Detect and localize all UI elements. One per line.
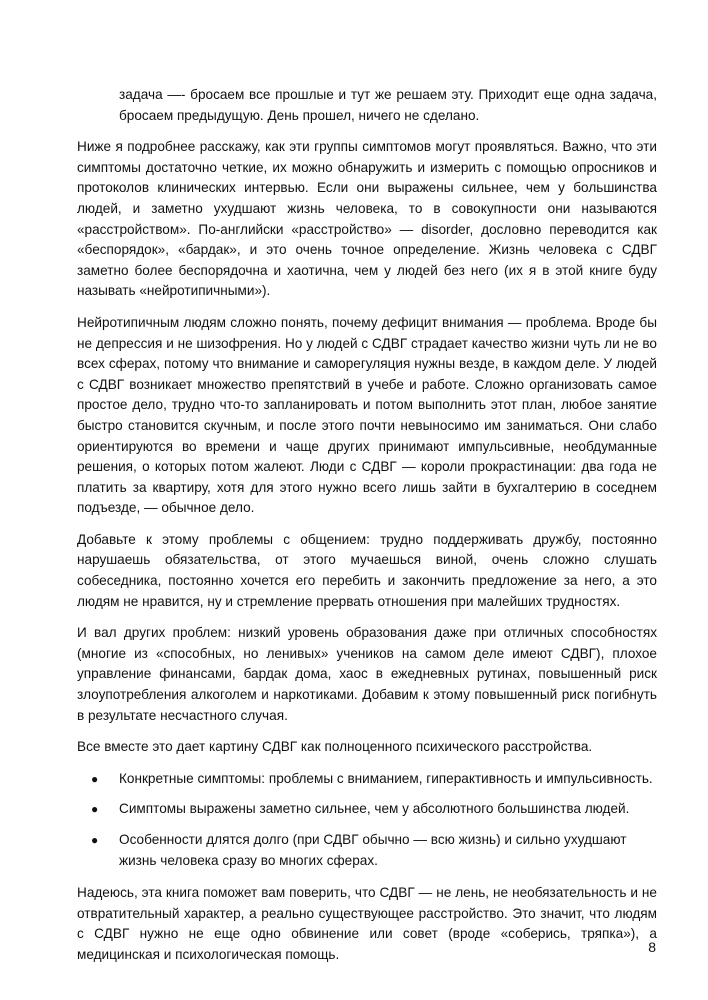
page-body <box>77 85 657 977</box>
list-item <box>77 799 657 820</box>
list-item <box>77 830 657 871</box>
list-item-text: Особенности длятся долго (при СДВГ обычно — всю жизнь) и сильно ухудшают жизнь человека сразу во многих сферах. <box>119 832 627 868</box>
paragraph-other-problems: И вал других проблем: низкий уровень образования даже при отличных способностях (многие из «способных, но ленивых» учеников на самом деле имеют СДВГ), плохое управление финансами, бардак дома, хаос в ежедневных рутинах, повышенный риск злоупотребления алкоголем и наркотиками. Добавим к этому повышенный риск погибнуть в результате несчастного случая. <box>77 625 657 723</box>
list-item <box>77 769 657 790</box>
list-item-text: Конкретные симптомы: проблемы с вниманием, гиперактивность и импульсивность. <box>119 770 653 786</box>
paragraph-symptoms-measurable: Ниже я подробнее расскажу, как эти группы симптомов могут проявляться. Важно, что эти симптомы достаточно четкие, их можно обнаружить и измерить с помощью опросников и протоколов клинических интервью. Если они выражены сильнее, чем у большинства людей, и заметно ухудшают жизнь человека, то в совокупности они называются «расстройством». По-английски «расстройство» — disorder, дословно переводится как «беспорядок», «бардак», и это очень точное определение. Жизнь человека с СДВГ заметно более беспорядочна и хаотична, чем у людей без него (их я в этой книге буду называть «нейротипичными»). <box>77 139 657 299</box>
paragraph-summary-intro: Все вместе это дает картину СДВГ как полноценного психического расстройства. <box>77 739 593 755</box>
bullet-icon: ● <box>91 771 99 786</box>
bullet-icon: ● <box>91 802 99 817</box>
paragraph-task-continuation: задача —- бросаем все прошлые и тут же решаем эту. Приходит еще одна задача, бросаем предыдущую. День прошел, ничего не сделано. <box>119 87 657 123</box>
list-item-text: Симптомы выражены заметно сильнее, чем у абсолютного большинства людей. <box>119 801 630 817</box>
bullet-icon: ● <box>91 833 99 847</box>
page-number: 8 <box>648 939 656 955</box>
paragraph-closing: Надеюсь, эта книга поможет вам поверить, что СДВГ — не лень, не необязательность и не отвратительный характер, а реально существующее расстройство. Это значит, что людям с СДВГ нужно не еще одно обвинение или совет (вроде «соберись, тряпка»), а медицинская и психологическая помощь. <box>77 885 657 962</box>
paragraph-neurotypical-understanding: Нейротипичным людям сложно понять, почему дефицит внимания — проблема. Вроде бы не депрессия и не шизофрения. Но у людей с СДВГ страдает качество жизни чуть ли не во всех сферах, потому что внимание и саморегуляция нужны везде, в каждом деле. У людей с СДВГ возникает множество препятствий в учебе и работе. Сложно организовать самое простое дело, трудно что-то запланировать и потом выполнить этот план, любое занятие быстро становится скучным, и после этого почти невыносимо им заниматься. Они слабо ориентируются во времени и чаще других принимают импульсивные, необдуманные решения, о которых потом жалеют. Люди с СДВГ — короли прокрастинации: два года не платить за квартиру, хотя для этого нужно всего лишь зайти в бухгалтерию в соседнем подъезде, — обычное дело. <box>77 314 657 516</box>
paragraph-communication-problems: Добавьте к этому проблемы с общением: трудно поддерживать дружбу, постоянно нарушаешь обязательства, от этого мучаешься виной, очень сложно слушать собеседника, постоянно хочется его перебить и закончить предложение за него, а это людям не нравится, ну и стремление прервать отношения при малейших трудностях. <box>77 531 657 609</box>
criteria-list <box>77 769 657 871</box>
